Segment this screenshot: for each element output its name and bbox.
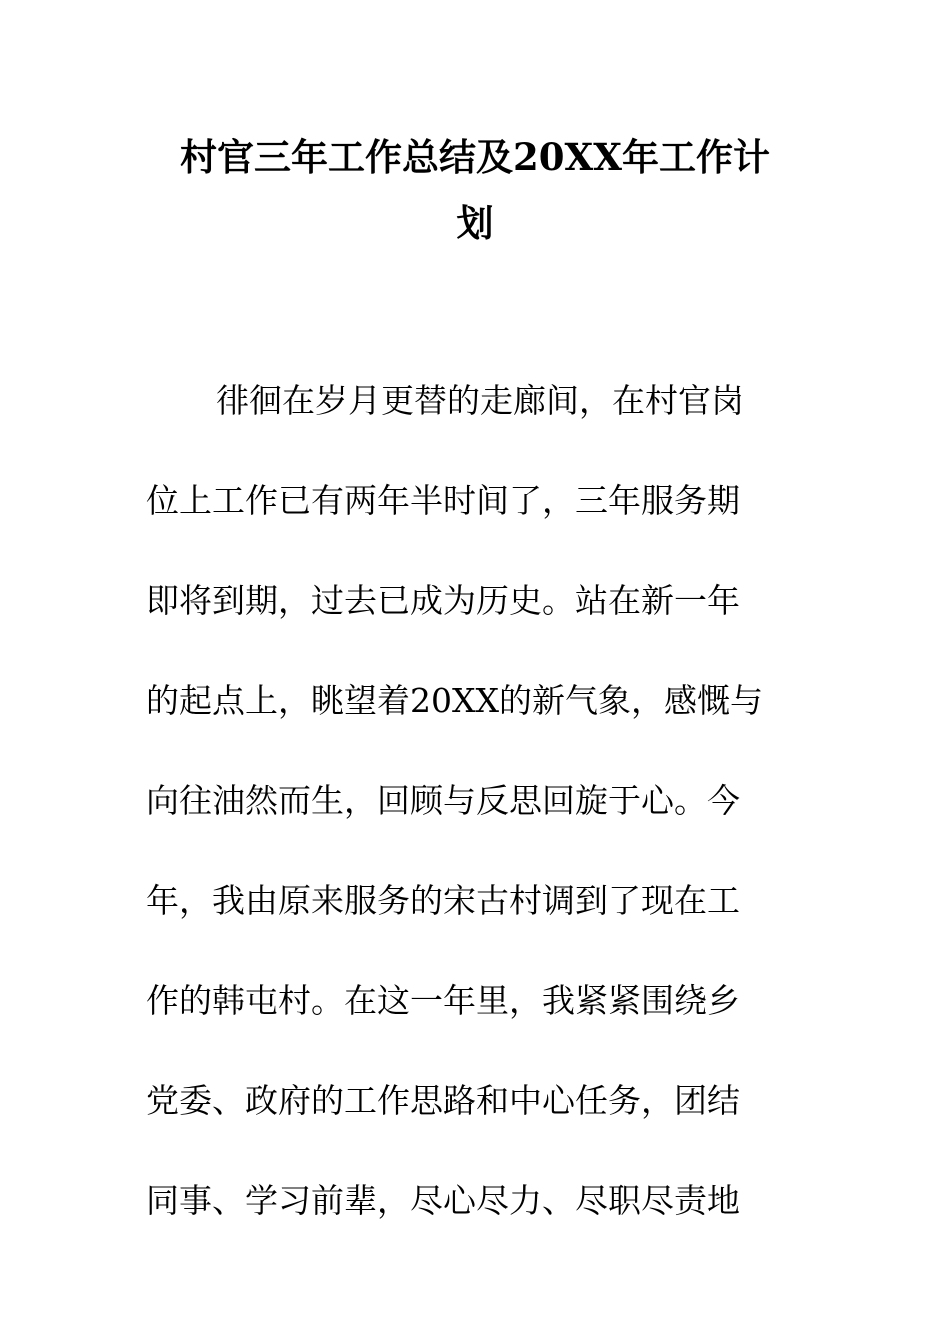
paragraph-line: 位上工作已有两年半时间了，三年服务期 (146, 481, 740, 520)
paragraph-line: 即将到期，过去已成为历史。站在新一年 (146, 581, 740, 620)
title-line: 村官三年工作总结及20XX年工作计 (180, 135, 770, 179)
paragraph-line: 党委、政府的工作思路和中心任务，团结 (146, 1081, 740, 1120)
paragraph-line: 向往油然而生，回顾与反思回旋于心。今 (146, 781, 740, 820)
paragraph-line: 年，我由原来服务的宋古村调到了现在工 (146, 881, 740, 920)
title-line: 划 (456, 201, 494, 245)
paragraph-line: 的起点上，眺望着20XX的新气象，感慨与 (146, 681, 763, 720)
body-paragraph (146, 366, 806, 1266)
paragraph-line: 同事、学习前辈，尽心尽力、尽职尽责地 (146, 1181, 740, 1220)
paragraph-line: 徘徊在岁月更替的走廊间，在村官岗 (216, 381, 744, 420)
document-title (140, 124, 810, 256)
paragraph-line: 作的韩屯村。在这一年里，我紧紧围绕乡 (146, 981, 740, 1020)
